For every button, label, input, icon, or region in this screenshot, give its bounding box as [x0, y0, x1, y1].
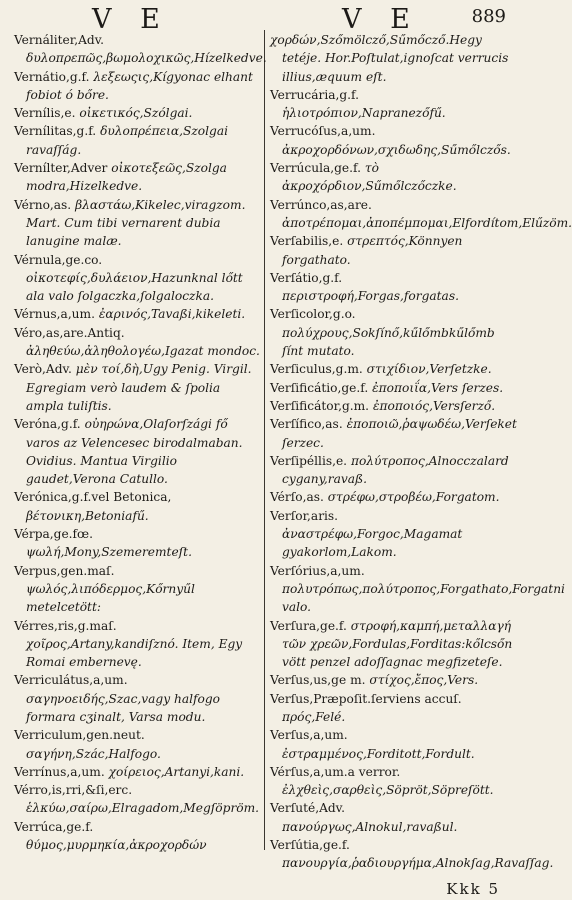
definition: ἐποποιΐα,Vers ſerzes. — [372, 380, 504, 395]
definition: ψωλός,λιπόδερμος,Kőrnyűl metelcetött: — [26, 581, 195, 615]
headword: Verſus,a,um. — [270, 728, 348, 743]
headword: Verpus,gen.maſ. — [14, 563, 115, 578]
headword: Vernáliter,Adv. — [14, 33, 105, 47]
dictionary-entry — [270, 122, 518, 159]
headword: Verſífico,as. — [270, 417, 343, 432]
headword: Vérno,as. — [14, 197, 72, 212]
dictionary-entry — [270, 799, 518, 836]
dictionary-entry — [270, 507, 518, 562]
definition: θύμος,μυρμηκία,ἀκροχορδών — [26, 838, 207, 853]
running-head-left: V E — [92, 4, 170, 35]
page-number: 889 — [471, 6, 506, 27]
headword: Vérſo,as. — [270, 490, 324, 505]
headword: Verrúnco,as,are. — [270, 197, 372, 212]
dictionary-entry — [14, 726, 260, 763]
definition: στρέφω,στροβέω,Forgatom. — [327, 490, 500, 505]
dictionary-entry — [270, 360, 518, 378]
headword: Verrúcula,ge.f. — [270, 161, 361, 176]
right-column — [270, 31, 572, 873]
definition: χορδών,Szőmölcző,Sűmőcző.Hegy tetéje. Hor.Poſtulat,ignoſcat verrucis illius,æquum eſt. — [270, 33, 509, 84]
headword: Verſificátio,ge.f. — [270, 380, 369, 395]
headword: Verſabilis,e. — [270, 234, 344, 249]
dictionary-entry — [14, 525, 260, 562]
headword: Vérο,as,are.Antiq. — [14, 325, 125, 340]
dictionary-entry — [14, 763, 260, 781]
dictionary-entry — [14, 68, 260, 105]
definition: οἰκοτεφίς,δυλάειον,Hazunknal lőtt ala valo ſolgaczka,ſolgaloczka. — [26, 270, 243, 304]
definition: πολύχρους,Sokſínő,kűlőmbkűlőmb ſínt mutato. — [282, 325, 495, 359]
dictionary-entry — [14, 818, 260, 855]
definition: πολυτρόπως,πολύτροπος,Forgathato,Forgatni valo. — [282, 581, 565, 615]
definition: περιστροφή,Forgas,forgatas. — [282, 289, 459, 304]
headword: Vernílis,e. — [14, 106, 76, 121]
dictionary-entry — [270, 836, 554, 873]
headword: Verſificátor,g.m. — [270, 398, 370, 413]
dictionary-entry — [270, 690, 518, 727]
headword: Verónica,g.f.vel Betonica, — [14, 490, 172, 505]
signature-mark: Kkk 5 — [446, 880, 500, 898]
headword: Vérres,ris,g.maſ. — [14, 618, 117, 633]
definition: δυλοπρεπῶς,βωμολοχικῶς,Hízelkedve. — [26, 51, 267, 66]
headword: Verſus,us,ge m. — [270, 673, 366, 688]
definition: οἰκετικός,Szólgai. — [79, 106, 193, 121]
definition: χοίρειος,Artanyi,kani. — [108, 764, 245, 779]
headword: Vérpa,ge.fœ. — [14, 527, 93, 542]
dictionary-entry — [14, 31, 267, 68]
dictionary-entry — [270, 726, 518, 763]
definition: βλαστάω,Kikelec,viragzom. Mart. Cum tibi vernarent dubia lanugine malæ. — [26, 197, 246, 249]
definition: ἑλκύω,σαίρω,Elragadom,Megſöpröm. — [26, 801, 260, 816]
dictionary-entry — [14, 324, 260, 361]
dictionary-entry — [270, 196, 572, 233]
definition: οἰκοτεξεῶς,Szolga modra,Hizelkedve. — [26, 161, 227, 194]
headword: Verriculum,gen.neut. — [14, 728, 145, 743]
running-head-right: V E — [342, 4, 420, 35]
definition: πολύτροπος,Alnocczalard cygany,ravaß. — [282, 453, 509, 487]
definition: ἡλιοτρόπιον,Napranezőfű. — [282, 106, 446, 121]
headword: Vernílter,Adver — [14, 161, 108, 176]
headword: Verrucóſus,a,um. — [270, 124, 376, 139]
dictionary-entry — [14, 104, 260, 122]
headword: Vérſus,a,um.a verror. — [270, 764, 401, 779]
dictionary-entry — [270, 415, 518, 452]
dictionary-entry — [14, 562, 260, 617]
dictionary-entry — [14, 671, 260, 726]
dictionary-entry — [270, 159, 518, 196]
left-column — [14, 31, 267, 854]
definition: ἀληθεύω,ἀληθολογέω,Igazat mondoc. — [26, 344, 260, 359]
dictionary-entry — [14, 488, 260, 525]
dictionary-entry — [14, 196, 260, 251]
definition: βέτονικη,Betoniafű. — [26, 508, 149, 523]
dictionary-entry — [14, 122, 260, 159]
definition: πανουργία,ῥαδιουργήμα,Alnokſag,Ravaſſag. — [282, 856, 554, 871]
definition: δυλοπρέπεια,Szolgai ravaſſág. — [26, 124, 228, 157]
dictionary-entry — [270, 562, 565, 617]
dictionary-entry — [270, 269, 518, 306]
headword: Vérro,is,rri,&ſi,erc. — [14, 783, 133, 798]
dictionary-entry — [14, 781, 260, 818]
definition: οὐηρώνα,Olaſorſzági fő varos az Velencesec birodalmaban. Ovidius. Mantua Virgilio gaudet,Verona Catullo. — [26, 417, 243, 487]
dictionary-entry — [14, 415, 260, 488]
dictionary-entry — [270, 31, 518, 86]
dictionary-entry — [270, 232, 518, 269]
definition: μὲν τοί,δὴ,Ugy Penig. Virgil. Egregiam verò laudem & ſpolia ampla tuliſtis. — [26, 362, 252, 413]
definition: ἐλχθεὶς,σαρθεὶς,Söpröt,Söpreſött. — [282, 783, 494, 798]
headword: Verſipéllis,e. — [270, 453, 348, 468]
dictionary-entry — [270, 488, 518, 506]
definition: ἐστραμμένος,Forditott,Fordult. — [282, 746, 475, 761]
definition: πρός,Felé. — [282, 709, 346, 724]
headword: Veróna,g.f. — [14, 417, 81, 432]
headword: Verſus,Præpoſit.ſerviens accuſ. — [270, 691, 462, 706]
dictionary-entry — [14, 251, 260, 306]
dictionary-entry — [14, 159, 260, 196]
dictionary-entry — [270, 397, 518, 415]
page-header — [0, 2, 528, 35]
definition: λεξεωςις,Kígyonac elhant fobiot ó bőre. — [26, 69, 253, 102]
dictionary-entry — [14, 305, 260, 323]
dictionary-entry — [14, 617, 260, 672]
dictionary-entry — [270, 305, 518, 360]
definition: ἀποτρέπομαι,ἀποπέμπομαι,Elfordítom,Elűzöm. — [282, 215, 572, 230]
definition: στίχος,ἔπος,Vers. — [369, 673, 479, 688]
headword: Verrúca,ge.f. — [14, 819, 94, 834]
headword: Verò,Adv. — [14, 362, 72, 377]
definition: στρεπτός,Könnyen forgathato. — [282, 234, 463, 267]
definition: ἐποποιῶ,ῥαψωδέω,Verſeket ſerzec. — [282, 417, 517, 450]
headword: Vernátio,g.f. — [14, 69, 90, 84]
headword: Verrucária,g.f. — [270, 87, 359, 102]
headword: Verſicolor,g.o. — [270, 307, 356, 322]
dictionary-entry — [270, 617, 518, 672]
dictionary-entry — [270, 379, 518, 397]
headword: Verſura,ge.f. — [270, 618, 347, 633]
headword: Verriculátus,a,um. — [14, 673, 128, 688]
headword: Vernílitas,g.f. — [14, 124, 97, 139]
dictionary-entry — [14, 360, 260, 415]
definition: ἀκροχορδόνων,σχιδωδης,Sűmőlczős. — [282, 142, 511, 157]
headword: Verrínus,a,um. — [14, 764, 105, 779]
dictionary-entry — [270, 763, 518, 800]
definition: τὸ ἀκροχόρδιον,Sűmőlczőczke. — [282, 161, 457, 194]
definition: ψωλή,Mony,Szemeremteſt. — [26, 545, 192, 560]
headword: Verſórius,a,um. — [270, 563, 365, 578]
dictionary-entry — [270, 452, 518, 489]
definition: σαγήνη,Szác,Halfogo. — [26, 746, 161, 761]
definition: ἐαρινός,Tavaßi,kikeleti. — [98, 307, 246, 322]
definition: σαγηνοειδής,Szac,vagy halfogo formara cʒinalt, Varsa modu. — [26, 691, 220, 724]
headword: Vérnus,a,um. — [14, 307, 95, 322]
definition: στιχίδιον,Verſetzke. — [366, 362, 492, 377]
headword: Verſiculus,g.m. — [270, 362, 363, 377]
headword: Verſútia,ge.f. — [270, 838, 350, 853]
dictionary-entry — [270, 671, 518, 689]
headword: Verſor,aris. — [270, 508, 339, 523]
definition: πανούργως,Alnokul,ravaßul. — [282, 819, 458, 834]
headword: Verſátio,g.f. — [270, 270, 343, 285]
headword: Verſuté,Adv. — [270, 801, 345, 816]
definition: ἐποποιός,Versſerző. — [372, 398, 496, 413]
column-rule — [264, 30, 265, 850]
definition: χοῖρος,Artany,kandiſznó. Item, Egy Romai embernevę. — [26, 636, 243, 670]
dictionary-entry — [270, 86, 518, 123]
definition: ἀναστρέφω,Forgoc,Magamat gyakorlom,Lakom. — [282, 527, 463, 560]
definition: στροφή,καμπή,μεταλλαγή τῶν χρεῶν,Fordulas,Forditas:kőlcsőn vött penzel adoſſagnac megfizeteſe. — [282, 618, 513, 670]
headword: Vérnula,ge.co. — [14, 252, 103, 267]
